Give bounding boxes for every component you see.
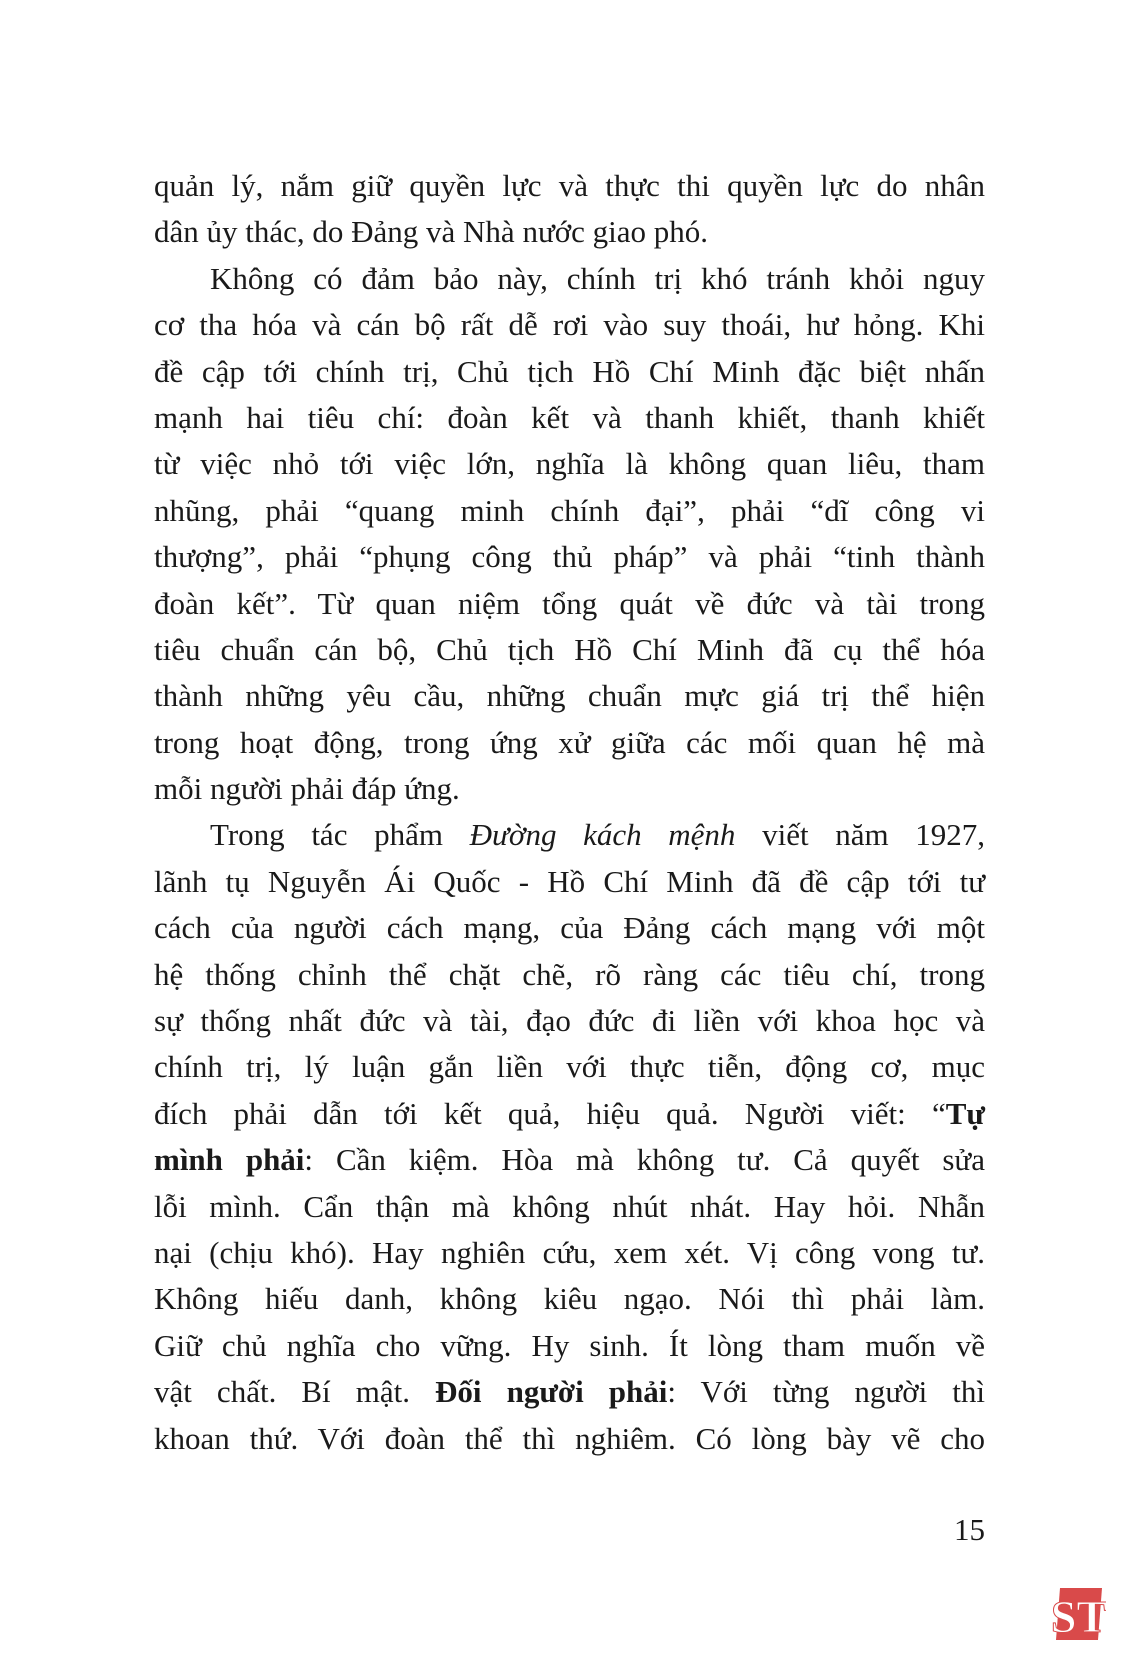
text-line [154, 1137, 985, 1183]
text-line [154, 812, 985, 858]
text-segment: trong hoạt động, trong ứng xử giữa các mối quan hệ mà [154, 724, 985, 760]
text-segment: : Với từng người thì [667, 1374, 985, 1410]
text-line [154, 673, 985, 719]
text-line [154, 905, 985, 951]
text-line [154, 349, 985, 395]
text-segment: quản lý, nắm giữ quyền lực và thực thi quyền lực do nhân [154, 168, 985, 203]
text-segment: nại (chịu khó). Hay nghiên cứu, xem xét. Vị công vong tư. [154, 1234, 985, 1270]
text-segment: Không hiếu danh, không kiêu ngạo. Nói thì phải làm. [154, 1281, 985, 1317]
text-segment: chính trị, lý luận gắn liền với thực tiễn, động cơ, mục [154, 1049, 985, 1085]
publisher-logo [1052, 1584, 1106, 1642]
text-line [154, 1276, 985, 1322]
text-segment: hệ thống chỉnh thể chặt chẽ, rõ ràng các tiêu chí, trong [154, 956, 985, 992]
text-segment: khoan thứ. Với đoàn thể thì nghiêm. Có lòng bày vẽ cho [154, 1420, 985, 1456]
text-line [154, 1369, 985, 1415]
text-line [154, 998, 985, 1044]
text-segment: mạnh hai tiêu chí: đoàn kết và thanh khiết, thanh khiết [154, 399, 985, 435]
text-segment: từ việc nhỏ tới việc lớn, nghĩa là không quan liêu, tham [154, 446, 985, 482]
text-line [154, 1091, 985, 1137]
text-line [154, 1230, 985, 1276]
text-segment: đề cập tới chính trị, Chủ tịch Hồ Chí Minh đặc biệt nhấn [154, 353, 985, 389]
bold-text: Tự [945, 1095, 985, 1131]
text-segment: Trong tác phẩm [210, 817, 470, 853]
text-line [154, 1044, 985, 1090]
text-line [154, 209, 985, 255]
text-line [154, 302, 985, 348]
text-line [154, 859, 985, 905]
text-line [154, 1184, 985, 1230]
text-segment: thành những yêu cầu, những chuẩn mực giá trị thể hiện [154, 678, 985, 714]
text-line [154, 581, 985, 627]
text-line [154, 163, 985, 209]
text-line [154, 256, 985, 302]
italic-title: Đường kách mệnh [469, 817, 736, 853]
text-line [154, 720, 985, 766]
text-segment: đoàn kết”. Từ quan niệm tổng quát về đức và tài trong [154, 585, 985, 621]
page-number: 15 [954, 1512, 985, 1547]
text-segment: vật chất. Bí mật. [154, 1374, 436, 1410]
text-segment: nhũng, phải “quang minh chính đại”, phải “dĩ công vi [154, 492, 985, 528]
text-line [154, 441, 985, 487]
text-line [154, 488, 985, 534]
text-segment: cách của người cách mạng, của Đảng cách mạng với một [154, 910, 985, 946]
text-segment: mỗi người phải đáp ứng. [154, 771, 460, 807]
text-segment: thượng”, phải “phụng công thủ pháp” và phải “tinh thành [154, 539, 985, 575]
text-segment: Giữ chủ nghĩa cho vững. Hy sinh. Ít lòng tham muốn về [154, 1327, 985, 1363]
text-segment: Không có đảm bảo này, chính trị khó tránh khỏi nguy [210, 260, 985, 296]
bold-text: mình phải [154, 1142, 305, 1178]
text-line [154, 766, 985, 812]
text-line [154, 395, 985, 441]
text-line [154, 534, 985, 580]
text-segment: dân ủy thác, do Đảng và Nhà nước giao phó. [154, 214, 709, 250]
text-segment: : Cần kiệm. Hòa mà không tư. Cả quyết sửa [304, 1142, 985, 1178]
bold-text: Đối người phải [435, 1374, 668, 1410]
text-segment: lãnh tụ Nguyễn Ái Quốc - Hồ Chí Minh đã đề cập tới tư [154, 863, 985, 899]
text-line [154, 1323, 985, 1369]
text-segment: đích phải dẫn tới kết quả, hiệu quả. Người viết: “ [154, 1095, 946, 1131]
text-segment: viết năm 1927, [735, 817, 985, 853]
text-segment: lỗi mình. Cẩn thận mà không nhút nhát. Hay hỏi. Nhẫn [154, 1188, 985, 1224]
text-segment: tiêu chuẩn cán bộ, Chủ tịch Hồ Chí Minh đã cụ thể hóa [154, 631, 985, 667]
text-segment: cơ tha hóa và cán bộ rất dễ rơi vào suy thoái, hư hỏng. Khi [154, 307, 985, 343]
svg-text:ST: ST [1052, 1591, 1106, 1642]
text-line [154, 952, 985, 998]
body-text [154, 163, 985, 1462]
text-line [154, 1416, 985, 1462]
text-segment: sự thống nhất đức và tài, đạo đức đi liền với khoa học và [154, 1003, 985, 1039]
text-line [154, 627, 985, 673]
